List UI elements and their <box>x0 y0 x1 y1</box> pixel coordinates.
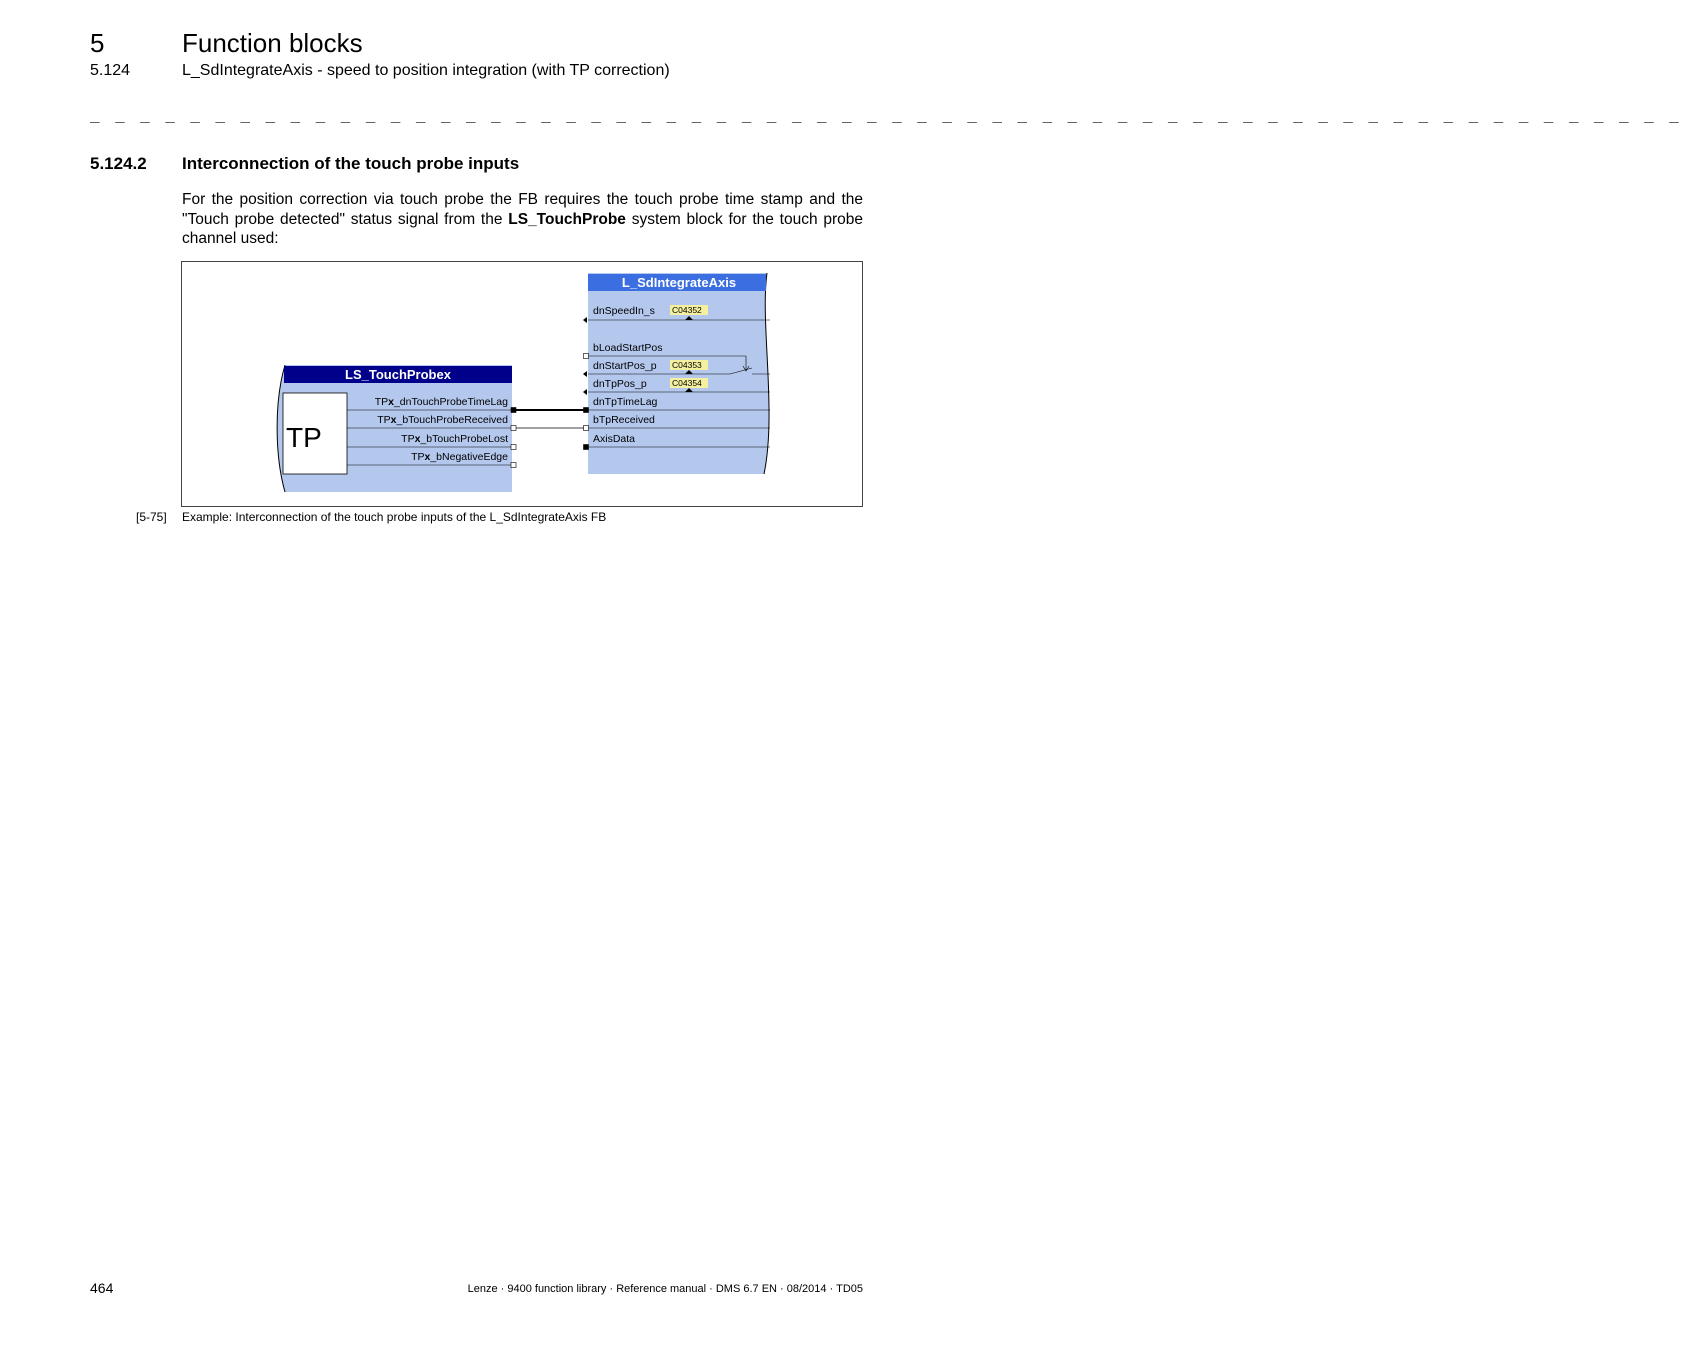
input-label: dnSpeedIn_s <box>593 305 655 317</box>
input-port-icon <box>584 445 589 450</box>
input-arrow-icon <box>583 371 587 377</box>
input-port-icon <box>584 408 589 413</box>
svg-text:C04352: C04352 <box>672 305 702 315</box>
figure-caption: Example: Interconnection of the touch probe inputs of the L_SdIntegrateAxis FB <box>182 510 607 524</box>
svg-text:TPx_bTouchProbeLost <box>401 433 508 445</box>
svg-text:C04353: C04353 <box>672 360 702 370</box>
subsection-title: Interconnection of the touch probe inputs <box>182 154 520 173</box>
output-index: x <box>390 414 397 426</box>
interconnection-diagram <box>181 261 863 507</box>
footer-doc-info: Lenze · 9400 function library · Reference manual · DMS 6.7 EN · 08/2014 · TD05 <box>467 1283 863 1295</box>
output-prefix: TP <box>401 433 415 445</box>
body-text-before: For the position correction via touch probe the FB requires the touch probe time stamp and the "Touch probe detected" status signal from the <box>182 191 863 228</box>
figure-number: [5-75] <box>136 510 167 524</box>
output-prefix: TP <box>377 414 391 426</box>
input-label: dnTpTimeLag <box>593 396 658 408</box>
input-label: dnTpPos_p <box>593 378 647 390</box>
chapter-number: 5 <box>90 28 105 58</box>
output-label: _bTouchProbeReceived <box>396 414 508 426</box>
tp-symbol-label: TP <box>286 422 322 453</box>
right-block-title: L_SdIntegrateAxis <box>621 275 737 290</box>
svg-text:TPx_bTouchProbeReceived <box>377 414 508 426</box>
output-label: _bTouchProbeLost <box>420 433 508 445</box>
output-label: _dnTouchProbeTimeLag <box>393 396 508 408</box>
chapter-title: Function blocks <box>182 28 363 58</box>
output-index: x <box>388 396 394 408</box>
input-label: bTpReceived <box>593 414 655 426</box>
input-arrow-icon <box>583 389 587 395</box>
header-separator: _ _ _ _ _ _ _ _ _ _ _ _ _ _ _ _ _ _ _ _ _ _ _ _ _ _ _ _ _ _ _ _ _ _ _ _ _ _ _ _ _ _ _ _ _ _ _ _ _ _ _ _ _ _ _ _ _ _ _ _ _ _ _ _ <box>90 104 1682 123</box>
svg-text:TPx_dnTouchProbeTimeLag <box>375 396 508 408</box>
body-text-after: system block for the touch probe channel used: <box>182 210 863 247</box>
output-label: _bNegativeEdge <box>430 451 508 463</box>
svg-text:TPx_bNegativeEdge <box>411 451 508 463</box>
input-port-icon <box>584 354 589 359</box>
body-bold-term: LS_TouchProbe <box>508 210 626 228</box>
left-block-title: LS_TouchProbex <box>345 367 451 382</box>
section-title: L_SdIntegrateAxis - speed to position integration (with TP correction) <box>182 62 670 79</box>
input-label: dnStartPos_p <box>593 360 657 372</box>
section-number: 5.124 <box>90 62 131 79</box>
body-paragraph <box>182 190 863 249</box>
subsection-number: 5.124.2 <box>90 154 147 173</box>
input-label: AxisData <box>593 433 636 445</box>
input-arrow-icon <box>583 317 587 323</box>
page-number: 464 <box>90 1280 114 1296</box>
output-index: x <box>414 433 421 445</box>
svg-text:C04354: C04354 <box>672 378 702 388</box>
output-prefix: TP <box>411 451 425 463</box>
output-index: x <box>424 451 431 463</box>
input-port-icon <box>584 426 589 431</box>
diagram-svg <box>182 262 862 506</box>
output-prefix: TP <box>374 396 389 408</box>
input-label: bLoadStartPos <box>593 342 663 354</box>
